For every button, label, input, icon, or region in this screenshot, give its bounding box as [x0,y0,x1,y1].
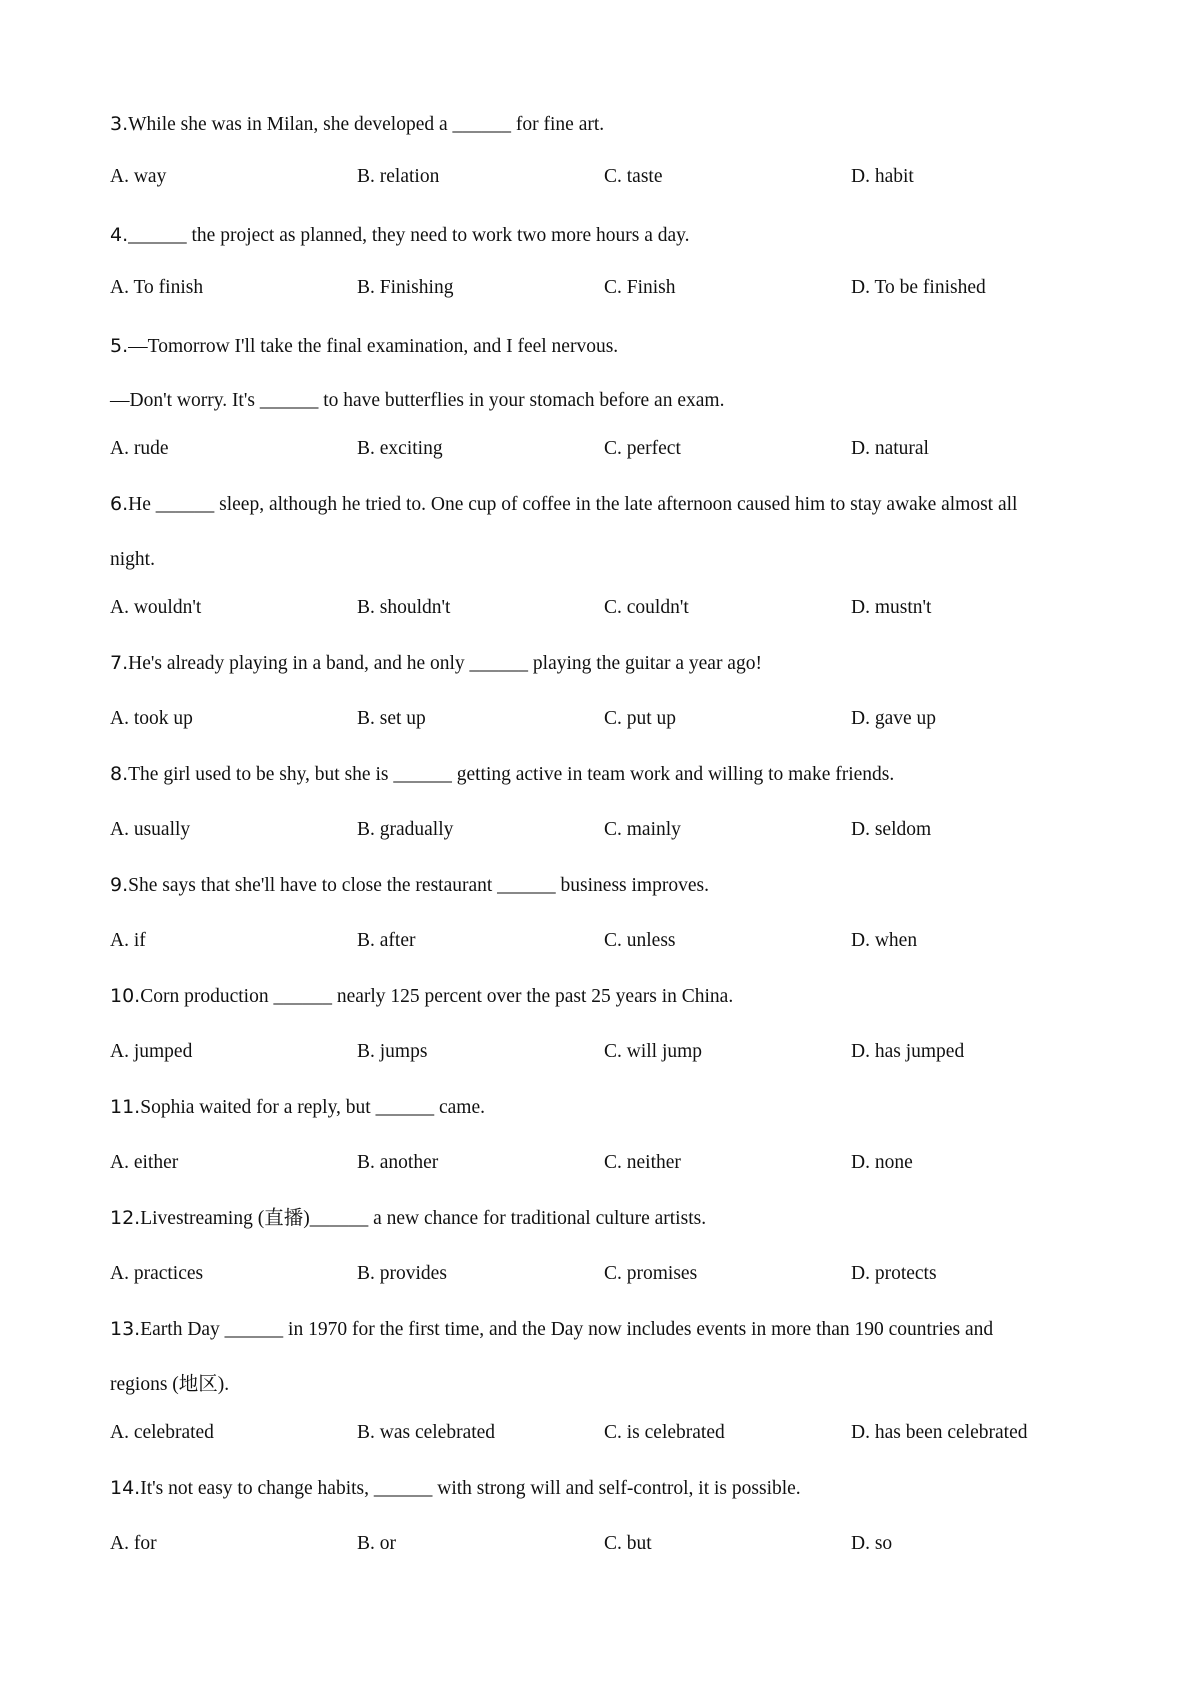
option-c: C. couldn't [604,597,689,618]
question-number: 12. [110,1207,141,1229]
option-b: B. jumps [357,1041,428,1062]
option-a: A. wouldn't [110,597,202,618]
question-number: 9. [110,874,129,896]
question-text: night. [110,549,155,570]
option-d: D. when [851,930,918,951]
question-6-stem [110,491,1090,518]
option-a: A. if [110,930,146,951]
question-10-stem [110,983,1090,1010]
option-b: B. or [357,1533,396,1554]
question-number: 6. [110,493,129,515]
option-d: D. none [851,1152,913,1173]
question-text: It's not easy to change habits, ______ with strong will and self-control, it is possible. [140,1478,801,1499]
option-a: A. way [110,166,167,187]
option-b: B. set up [357,708,426,729]
option-d: D. habit [851,166,914,187]
option-a: A. for [110,1533,157,1554]
question-number: 13. [110,1318,141,1340]
question-text: He's already playing in a band, and he only ______ playing the guitar a year ago! [128,653,762,674]
option-c: C. taste [604,166,663,187]
option-d: D. has jumped [851,1041,965,1062]
option-a: A. rude [110,438,169,459]
option-c: C. will jump [604,1041,703,1062]
option-d: D. natural [851,438,929,459]
option-a: A. jumped [110,1041,193,1062]
question-text: —Tomorrow I'll take the final examination, and I feel nervous. [128,336,619,357]
option-d: D. To be finished [851,277,986,298]
question-6-stem-line-2 [110,547,1090,573]
option-b: B. Finishing [357,277,454,298]
option-b: B. was celebrated [357,1422,496,1443]
option-d: D. so [851,1533,893,1554]
question-14-stem [110,1475,1090,1502]
option-b: B. provides [357,1263,447,1284]
question-text: ______ the project as planned, they need to work two more hours a day. [128,225,690,246]
question-text: —Don't worry. It's ______ to have butterflies in your stomach before an exam. [110,390,725,411]
option-b: B. shouldn't [357,597,451,618]
question-13-stem-line-2 [110,1372,1090,1398]
option-d: D. seldom [851,819,932,840]
question-7-stem [110,650,1090,677]
option-c: C. neither [604,1152,681,1173]
question-9-stem [110,872,1090,899]
question-number: 3. [110,113,129,135]
option-c: C. Finish [604,277,676,298]
option-c: C. unless [604,930,676,951]
question-4-stem [110,222,1090,249]
question-number: 7. [110,652,129,674]
option-b: B. after [357,930,416,951]
option-c: C. promises [604,1263,698,1284]
question-text: He ______ sleep, although he tried to. One cup of coffee in the late afternoon caused him to stay awake almost all [128,494,1018,515]
option-c: C. but [604,1533,652,1554]
question-text: Sophia waited for a reply, but ______ came. [140,1097,485,1118]
option-d: D. gave up [851,708,937,729]
question-text: While she was in Milan, she developed a ______ for fine art. [128,114,605,135]
option-c: C. is celebrated [604,1422,725,1443]
option-a: A. practices [110,1263,204,1284]
question-number: 8. [110,763,129,785]
question-8-stem [110,761,1090,788]
question-text: She says that she'll have to close the restaurant ______ business improves. [128,875,709,896]
question-text: Corn production ______ nearly 125 percent over the past 25 years in China. [140,986,734,1007]
question-number: 11. [110,1096,141,1118]
question-text: Livestreaming (直播)______ a new chance for traditional culture artists. [140,1208,707,1229]
question-5-stem-line-2 [110,388,1090,414]
option-b: B. relation [357,166,440,187]
option-c: C. put up [604,708,677,729]
question-3-stem [110,111,1090,138]
option-b: B. exciting [357,438,443,459]
option-a: A. either [110,1152,179,1173]
option-d: D. protects [851,1263,937,1284]
question-number: 4. [110,224,129,246]
question-text: The girl used to be shy, but she is ______ getting active in team work and willing to make friends. [128,764,895,785]
option-b: B. gradually [357,819,454,840]
question-5-stem [110,333,1090,360]
option-d: D. has been celebrated [851,1422,1028,1443]
option-a: A. usually [110,819,191,840]
option-a: A. To finish [110,277,204,298]
option-b: B. another [357,1152,439,1173]
question-number: 10. [110,985,141,1007]
option-a: A. took up [110,708,193,729]
option-c: C. mainly [604,819,681,840]
question-text: Earth Day ______ in 1970 for the first time, and the Day now includes events in more than 190 countries and [140,1319,994,1340]
question-13-stem [110,1316,1090,1343]
option-a: A. celebrated [110,1422,214,1443]
question-11-stem [110,1094,1090,1121]
option-d: D. mustn't [851,597,932,618]
question-12-stem [110,1205,1090,1232]
question-text: regions (地区). [110,1374,230,1395]
question-number: 5. [110,335,129,357]
option-c: C. perfect [604,438,681,459]
question-number: 14. [110,1477,141,1499]
